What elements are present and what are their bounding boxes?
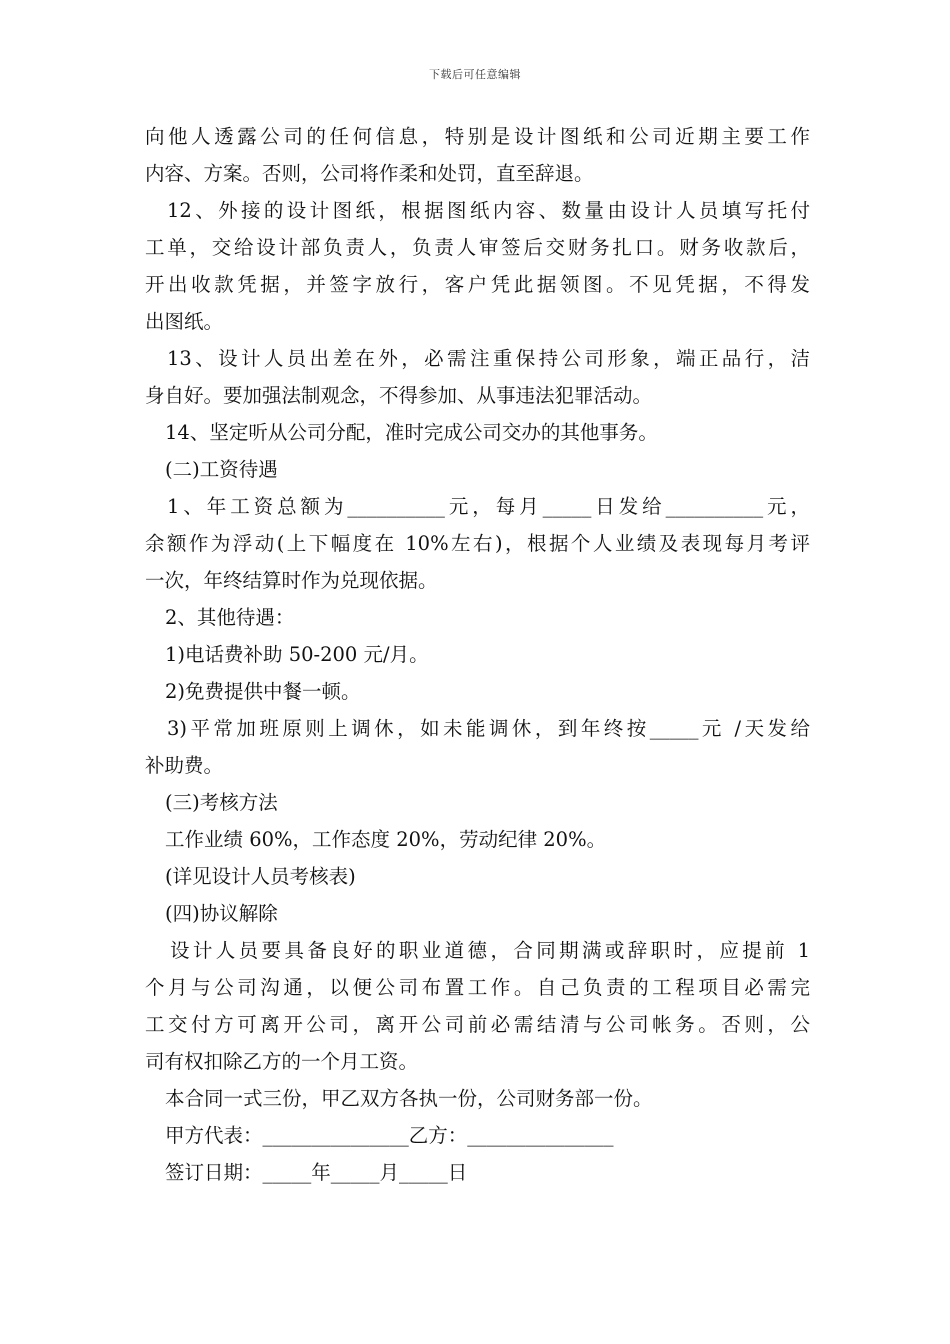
text-line: 补助费。	[145, 754, 224, 777]
text-line: (三)考核方法	[165, 791, 278, 814]
text-line: 1)电话费补助 50-200 元/月。	[165, 643, 429, 666]
text-line: 3)平常加班原则上调休，如未能调休，到年终按_____元 /天发给	[167, 717, 810, 740]
document-body	[145, 118, 810, 1191]
text-line: 向他人透露公司的任何信息，特别是设计图纸和公司近期主要工作	[145, 125, 810, 148]
text-line: (详见设计人员考核表)	[165, 865, 356, 888]
text-line: 2、其他待遇：	[165, 606, 295, 629]
text-line: 甲方代表：_______________乙方：_______________	[165, 1124, 614, 1147]
text-line: 工作业绩 60%，工作态度 20%，劳动纪律 20%。	[165, 828, 607, 851]
text-line: 1、年工资总额为__________元，每月_____日发给__________元，	[167, 495, 810, 518]
text-line: 工单，交给设计部负责人，负责人审签后交财务扎口。财务收款后，	[145, 236, 810, 259]
text-line: (二)工资待遇	[165, 458, 278, 481]
text-line: 13、设计人员出差在外，必需注重保持公司形象，端正品行，洁	[167, 347, 810, 370]
text-line: 本合同一式三份，甲乙双方各执一份，公司财务部一份。	[165, 1087, 653, 1110]
text-line: 余额作为浮动(上下幅度在 10%左右)，根据个人业绩及表现每月考评	[145, 532, 810, 555]
text-line: 工交付方可离开公司，离开公司前必需结清与公司帐务。否则，公	[145, 1013, 810, 1036]
text-line: 签订日期：_____年_____月_____日	[165, 1161, 468, 1184]
text-line: (四)协议解除	[165, 902, 278, 925]
text-line: 2)免费提供中餐一顿。	[165, 680, 361, 703]
text-line: 内容、方案。否则，公司将作柔和处罚，直至辞退。	[145, 162, 594, 185]
text-line: 12、外接的设计图纸，根据图纸内容、数量由设计人员填写托付	[167, 199, 810, 222]
text-line: 司有权扣除乙方的一个月工资。	[145, 1050, 419, 1073]
text-line: 身自好。要加强法制观念，不得参加、从事违法犯罪活动。	[145, 384, 653, 407]
text-line: 个月与公司沟通，以便公司布置工作。自己负责的工程项目必需完	[145, 976, 810, 999]
text-line: 一次，年终结算时作为兑现依据。	[145, 569, 438, 592]
text-line: 开出收款凭据，并签字放行，客户凭此据领图。不见凭据，不得发	[145, 273, 810, 296]
text-line: 14、坚定听从公司分配，准时完成公司交办的其他事务。	[165, 421, 658, 444]
text-line: 出图纸。	[145, 310, 224, 333]
page-header: 下载后可任意编辑	[429, 68, 521, 81]
text-line: 设计人员要具备良好的职业道德，合同期满或辞职时，应提前 1	[170, 939, 810, 962]
